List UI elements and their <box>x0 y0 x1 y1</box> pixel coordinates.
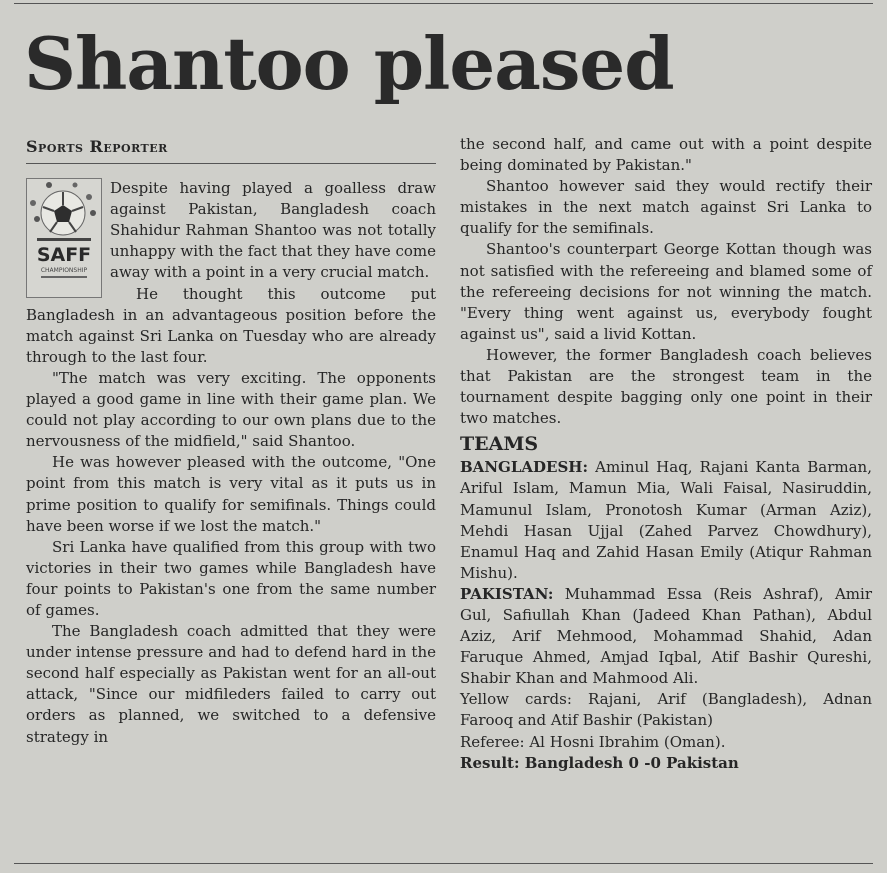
paragraph-6: The Bangladesh coach admitted that they were under intense pressure and had to defend hard in the second half especially as Pakistan went for an all-out attack, "Since our midfileders failed to carry out orders as planned, we switched to a defensive strategy in <box>26 622 436 746</box>
paragraph-10: However, the former Bangladesh coach believes that Pakistan are the strongest team in the tournament despite bagging only one point in their two matches. <box>460 345 872 428</box>
pakistan-label: PAKISTAN: <box>460 584 554 603</box>
saff-logo <box>26 178 102 298</box>
top-rule <box>14 3 873 4</box>
match-result: Result: Bangladesh 0 -0 Pakistan <box>460 753 739 772</box>
article-column-right <box>460 134 872 774</box>
byline: Sports Reporter <box>26 134 436 164</box>
logo-subtitle: CHAMPIONSHIP <box>40 267 88 275</box>
paragraph-2: He thought this outcome put Bangladesh in an advantageous position before the match against Sri Lanka on Tuesday who are already through to the last four. <box>26 284 436 366</box>
logo-title: SAFF <box>36 244 92 267</box>
bangladesh-label: BANGLADESH: <box>460 458 589 477</box>
pakistan-lineup <box>460 584 872 689</box>
pakistan-players: Muhammad Essa (Reis Ashraf), Amir Gul, Safiullah Khan (Jadeed Khan Pathan), Abdul Aziz, Arif Mehmood, Mohammad Shahid, Adan Faruque Ahmed, Amjad Iqbal, Atif Bashir Qureshi, Shabir Khan and Mahmood Ali. <box>460 584 872 688</box>
headline: Shantoo pleased <box>24 21 674 106</box>
bangladesh-players: Aminul Haq, Rajani Kanta Barman, Ariful Islam, Mamun Mia, Wali Faisal, Nasiruddin, Mamunul Islam, Pronotosh Kumar (Arman Aziz), Mehdi Hasan Ujjal (Zahed Parvez Chowdhury), Enamul Haq and Zahid Hasan Emily (Atiqur Rahman Mishu). <box>460 458 872 582</box>
paragraph-5: Sri Lanka have qualified from this group with two victories in their two games while Bangladesh have four points to Pakistan's one from the same number of games. <box>26 537 436 619</box>
bottom-rule <box>14 863 873 864</box>
paragraph-9: Shantoo's counterpart George Kottan though was not satisfied with the refereeing and blamed some of the refereeing decisions for not winning the match. "Every thing went against us, everybody fought against us", said a livid Kottan. <box>460 240 872 343</box>
teams-heading: TEAMS <box>460 433 539 456</box>
paragraph-7: the second half, and came out with a point despite being dominated by Pakistan." <box>460 135 872 175</box>
referee: Referee: Al Hosni Ibrahim (Oman). <box>460 732 726 751</box>
paragraph-1: Despite having played a goalless draw against Pakistan, Bangladesh coach Shahidur Rahman Shantoo was not totally unhappy with the fact that they have come away with a point in a very crucial match. <box>110 179 436 282</box>
article-column-left <box>26 134 436 748</box>
paragraph-8: Shantoo however said they would rectify their mistakes in the next match against Sri Lanka to qualify for the semifinals. <box>460 177 872 238</box>
paragraph-3: "The match was very exciting. The opponents played a good game in line with their game plan. We could not play according to our own plans due to the nervousness of the midfield," said Shantoo. <box>26 368 436 451</box>
bangladesh-lineup <box>460 457 872 584</box>
paragraph-4: He was however pleased with the outcome, "One point from this match is very vital as it puts us in prime position to qualify for semifinals. Things could have been worse if we lost the match." <box>26 453 436 535</box>
saff-logo-graphic <box>27 179 101 297</box>
yellow-cards: Yellow cards: Rajani, Arif (Bangladesh), Adnan Farooq and Atif Bashir (Pakistan) <box>460 690 872 730</box>
